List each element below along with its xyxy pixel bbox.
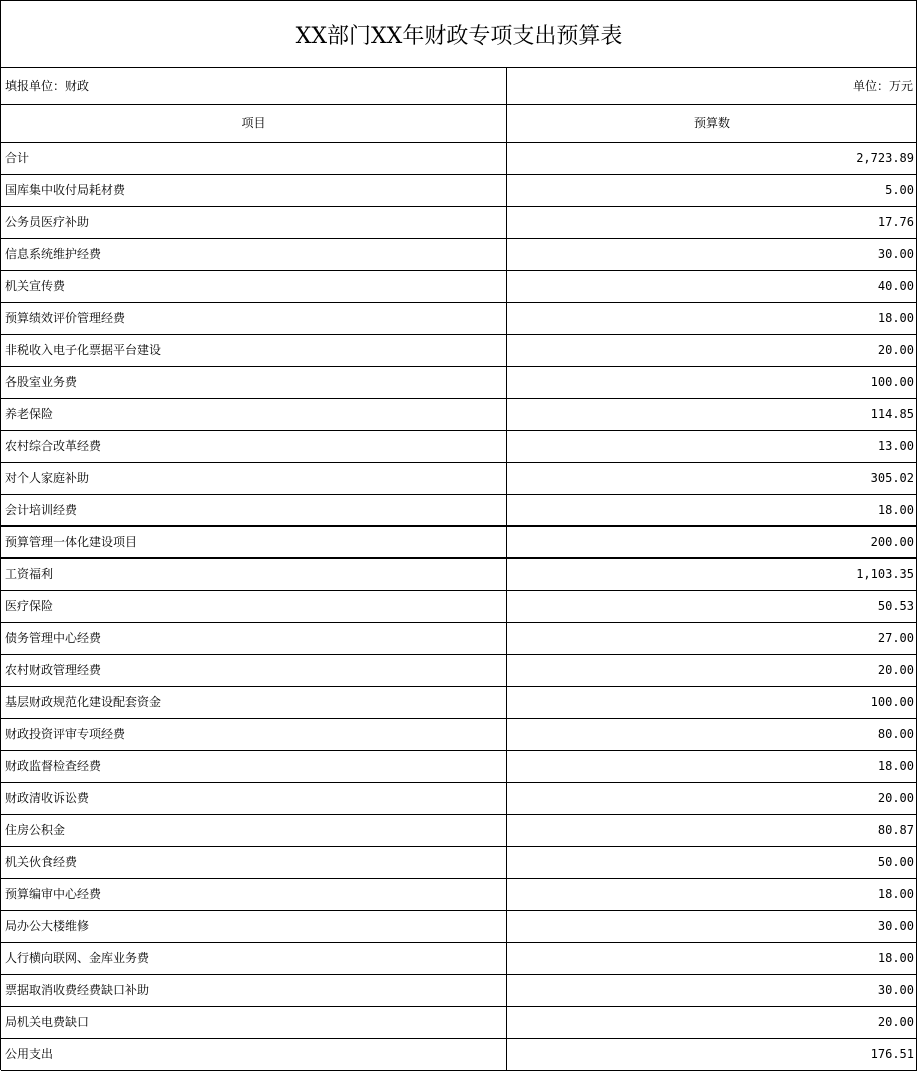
row-budget-value: 20.00 [877, 791, 914, 805]
row-item-name: 农村财政管理经费 [5, 663, 102, 677]
column-divider [506, 68, 507, 104]
column-divider [506, 207, 507, 238]
table-row [1, 303, 917, 335]
row-budget-value: 18.00 [877, 311, 914, 325]
table-row [1, 1007, 917, 1039]
row-budget-value: 30.00 [877, 919, 914, 933]
table-header [1, 105, 917, 143]
row-budget-value: 18.00 [877, 887, 914, 901]
table-row [1, 463, 917, 495]
table-row [1, 815, 917, 847]
table-row [1, 911, 917, 943]
column-divider [506, 815, 507, 846]
meta-row [1, 68, 917, 105]
table-row [1, 655, 917, 687]
table-row [1, 783, 917, 815]
table-row [1, 975, 917, 1007]
column-divider [506, 751, 507, 782]
table-row [1, 239, 917, 271]
row-item-name: 票据取消收费经费缺口补助 [5, 983, 150, 997]
row-item-name: 预算绩效评价管理经费 [5, 311, 126, 325]
row-budget-value: 13.00 [877, 439, 914, 453]
column-divider [506, 399, 507, 430]
column-divider [506, 911, 507, 942]
table-row [1, 943, 917, 975]
row-budget-value: 17.76 [877, 215, 914, 229]
table-body [1, 143, 917, 1071]
row-item-name: 对个人家庭补助 [5, 471, 90, 485]
table-row [1, 719, 917, 751]
table-row [1, 687, 917, 719]
row-budget-value: 20.00 [877, 343, 914, 357]
row-item-name: 公务员医疗补助 [5, 215, 90, 229]
row-budget-value: 2,723.89 [856, 151, 914, 165]
row-budget-value: 18.00 [877, 759, 914, 773]
row-budget-value: 5.00 [885, 183, 914, 197]
header-item: 项目 [241, 116, 266, 130]
table-row [1, 751, 917, 783]
row-budget-value: 27.00 [877, 631, 914, 645]
column-divider [506, 1039, 507, 1070]
row-item-name: 非税收入电子化票据平台建设 [5, 343, 162, 357]
table-row [1, 879, 917, 911]
row-item-name: 债务管理中心经费 [5, 631, 102, 645]
row-budget-value: 176.51 [870, 1047, 914, 1061]
column-divider [506, 271, 507, 302]
table-row [1, 559, 917, 591]
row-budget-value: 100.00 [870, 375, 914, 389]
row-item-name: 局机关电费缺口 [5, 1015, 90, 1029]
column-divider [506, 527, 507, 557]
column-divider [506, 495, 507, 525]
column-divider [506, 591, 507, 622]
column-divider [506, 879, 507, 910]
row-budget-value: 20.00 [877, 663, 914, 677]
row-budget-value: 50.53 [877, 599, 914, 613]
column-divider [506, 847, 507, 878]
row-item-name: 预算编审中心经费 [5, 887, 102, 901]
table-row [1, 143, 917, 175]
row-item-name: 养老保险 [5, 407, 54, 421]
row-budget-value: 114.85 [870, 407, 914, 421]
row-budget-value: 40.00 [877, 279, 914, 293]
table-row [1, 623, 917, 655]
row-item-name: 各股室业务费 [5, 375, 78, 389]
row-item-name: 公用支出 [5, 1047, 54, 1061]
column-divider [506, 687, 507, 718]
row-budget-value: 1,103.35 [856, 567, 914, 581]
table-row [1, 335, 917, 367]
currency-unit-label: 单位：万元 [852, 79, 913, 93]
column-divider [506, 719, 507, 750]
row-item-name: 财政清收诉讼费 [5, 791, 90, 805]
column-divider [506, 463, 507, 494]
column-divider [506, 239, 507, 270]
filing-unit-label: 填报单位：财政 [5, 79, 90, 93]
row-budget-value: 30.00 [877, 247, 914, 261]
row-budget-value: 20.00 [877, 1015, 914, 1029]
row-item-name: 基层财政规范化建设配套资金 [5, 695, 162, 709]
row-item-name: 机关宣传费 [5, 279, 66, 293]
table-row [1, 527, 917, 559]
table-row [1, 495, 917, 527]
table-row [1, 847, 917, 879]
column-divider [506, 559, 507, 590]
column-divider [506, 175, 507, 206]
table-row [1, 207, 917, 239]
row-budget-value: 80.00 [877, 727, 914, 741]
row-budget-value: 100.00 [870, 695, 914, 709]
table-row [1, 431, 917, 463]
page-title: XX部门XX年财政专项支出预算表 [1, 0, 917, 68]
row-item-name: 局办公大楼维修 [5, 919, 90, 933]
row-budget-value: 18.00 [877, 951, 914, 965]
column-divider [506, 367, 507, 398]
row-item-name: 国库集中收付局耗材费 [5, 183, 126, 197]
column-divider [506, 303, 507, 334]
header-budget: 预算数 [693, 116, 730, 130]
row-budget-value: 18.00 [877, 503, 914, 517]
row-item-name: 会计培训经费 [5, 503, 78, 517]
column-divider [506, 431, 507, 462]
column-divider [506, 1007, 507, 1038]
row-budget-value: 305.02 [870, 471, 914, 485]
row-item-name: 财政投资评审专项经费 [5, 727, 126, 741]
row-budget-value: 200.00 [870, 535, 914, 549]
row-budget-value: 30.00 [877, 983, 914, 997]
row-item-name: 财政监督检查经费 [5, 759, 102, 773]
column-divider [506, 623, 507, 654]
row-item-name: 信息系统维护经费 [5, 247, 102, 261]
table-row [1, 367, 917, 399]
table-row [1, 271, 917, 303]
table-row [1, 175, 917, 207]
column-divider [506, 143, 507, 174]
table-row [1, 399, 917, 431]
row-item-name: 住房公积金 [5, 823, 66, 837]
row-budget-value: 80.87 [877, 823, 914, 837]
column-divider [506, 655, 507, 686]
column-divider [506, 335, 507, 366]
table-row [1, 591, 917, 623]
row-item-name: 工资福利 [5, 567, 54, 581]
row-budget-value: 50.00 [877, 855, 914, 869]
row-item-name: 合计 [5, 151, 30, 165]
column-divider [506, 943, 507, 974]
row-item-name: 预算管理一体化建设项目 [5, 535, 138, 549]
row-item-name: 人行横向联网、金库业务费 [5, 951, 150, 965]
row-item-name: 机关伙食经费 [5, 855, 78, 869]
row-item-name: 医疗保险 [5, 599, 54, 613]
column-divider [506, 783, 507, 814]
table-row [1, 1039, 917, 1071]
column-divider [506, 975, 507, 1006]
row-item-name: 农村综合改革经费 [5, 439, 102, 453]
